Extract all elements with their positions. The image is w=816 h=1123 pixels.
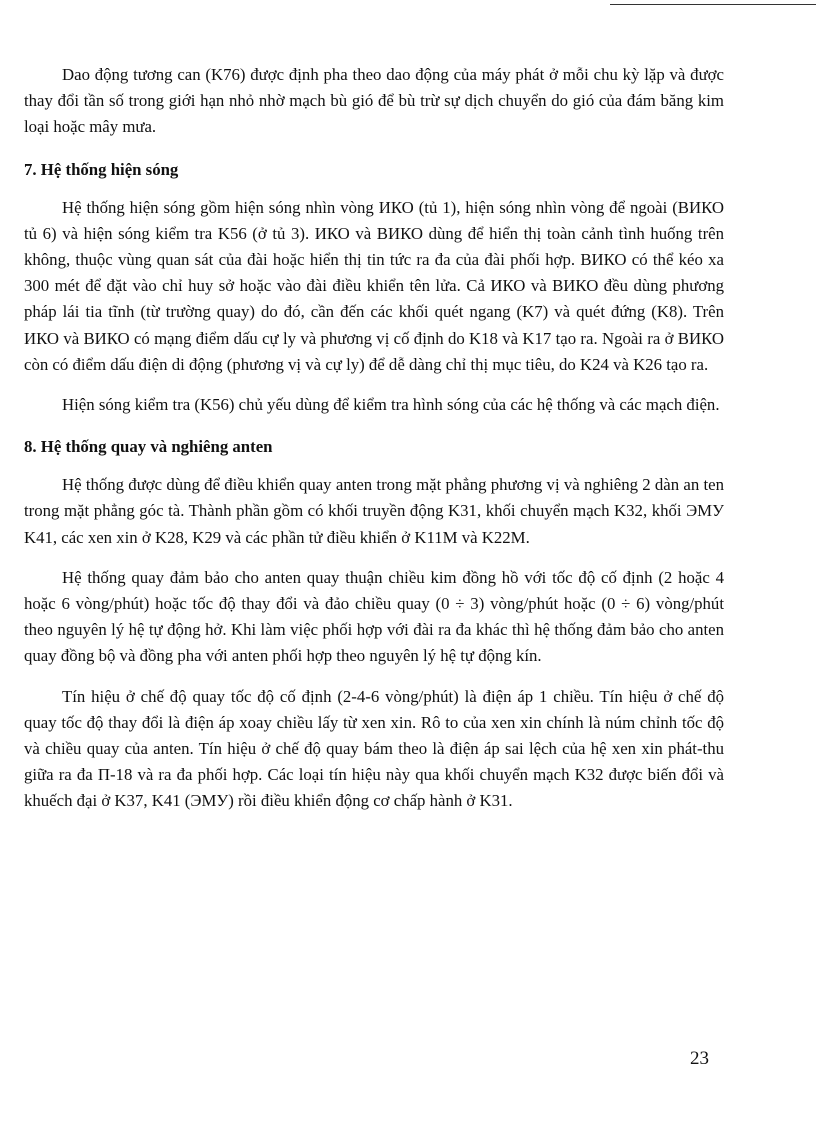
paragraph-antenna-components: Hệ thống được dùng để điều khiển quay anten trong mặt phẳng phương vị và nghiêng 2 dàn an ten trong mặt phẳng góc tà. Thành phần gồm có khối truyền động K31, khối chuyển mạch K32, khối ЭМУ K41, các xen xin ở K28, K29 và các phần tử điều khiển ở K11M và K22M. (24, 475, 724, 547)
page-number: 23 (690, 1048, 709, 1069)
heading-antenna-rotation: 8. Hệ thống quay và nghiêng anten (24, 437, 273, 457)
paragraph-display-system: Hệ thống hiện sóng gồm hiện sóng nhìn vòng ИКО (tủ 1), hiện sóng nhìn vòng để ngoài (ВИКО tủ 6) và hiện sóng kiểm tra K56 (ở tủ 3). ИКО và ВИКО dùng để hiển thị toàn cảnh tình huống trên không, thuộc vùng quan sát của đài hoặc hiển thị tin tức ra đa của đài phối hợp. ВИКО có thể kéo xa 300 mét để đặt vào chỉ huy sở hoặc vào đài điều khiển tên lửa. Cả ИКО và ВИКО đều dùng phương pháp lái tia tĩnh (từ trường quay) do đó, cần đến các khối quét ngang (K7) và quét đứng (K8). Trên ИКО và ВИКО có mạng điểm dấu cự ly và phương vị cố định do K18 và K17 tạo ra. Ngoài ra ở ВИКО còn có điểm dấu điện di động (phương vị và cự ly) để dễ dàng chỉ thị mục tiêu, do K24 và K26 tạo ra. (24, 197, 724, 374)
paragraph-rotation-modes: Hệ thống quay đảm bảo cho anten quay thuận chiều kim đồng hồ với tốc độ cố định (2 hoặc 4 hoặc 6 vòng/phút) hoặc tốc độ thay đổi và đảo chiều quay (0 ÷ 3) vòng/phút hoặc (0 ÷ 6) vòng/phút theo nguyên lý hệ tự động hở. Khi làm việc phối hợp với đài ra đa khác thì hệ thống đảm bảo cho anten quay đồng bộ và đồng pha với anten phối hợp theo nguyên lý hệ tự động kín. (24, 567, 724, 666)
paragraph-test-scope: Hiện sóng kiểm tra (K56) chủ yếu dùng để kiểm tra hình sóng của các hệ thống và các mạch điện. (62, 395, 720, 415)
page-content (24, 62, 724, 815)
heading-display-system: 7. Hệ thống hiện sóng (24, 159, 179, 179)
top-rule (610, 4, 816, 5)
paragraph-rotation-signals: Tín hiệu ở chế độ quay tốc độ cố định (2-4-6 vòng/phút) là điện áp 1 chiều. Tín hiệu ở chế độ quay tốc độ thay đổi là điện áp xoay chiều lấy từ xen xin. Rô to của xen xin chính là núm chỉnh tốc độ và chiều quay của anten. Tín hiệu ở chế độ quay bám theo là điện áp sai lệch của hệ xen xin phát-thu giữa ra đa П-18 và ra đa phối hợp. Các loại tín hiệu này qua khối chuyển mạch K32 được biến đổi và khuếch đại ở K37, K41 (ЭМУ) rồi điều khiển động cơ chấp hành ở K31. (24, 686, 724, 811)
paragraph-interference-oscillator: Dao động tương can (K76) được định pha theo dao động của máy phát ở mỗi chu kỳ lặp và được thay đổi tần số trong giới hạn nhỏ nhờ mạch bù gió để bù trừ sự dịch chuyển do gió của đám băng kim loại hoặc mây mưa. (24, 65, 724, 137)
